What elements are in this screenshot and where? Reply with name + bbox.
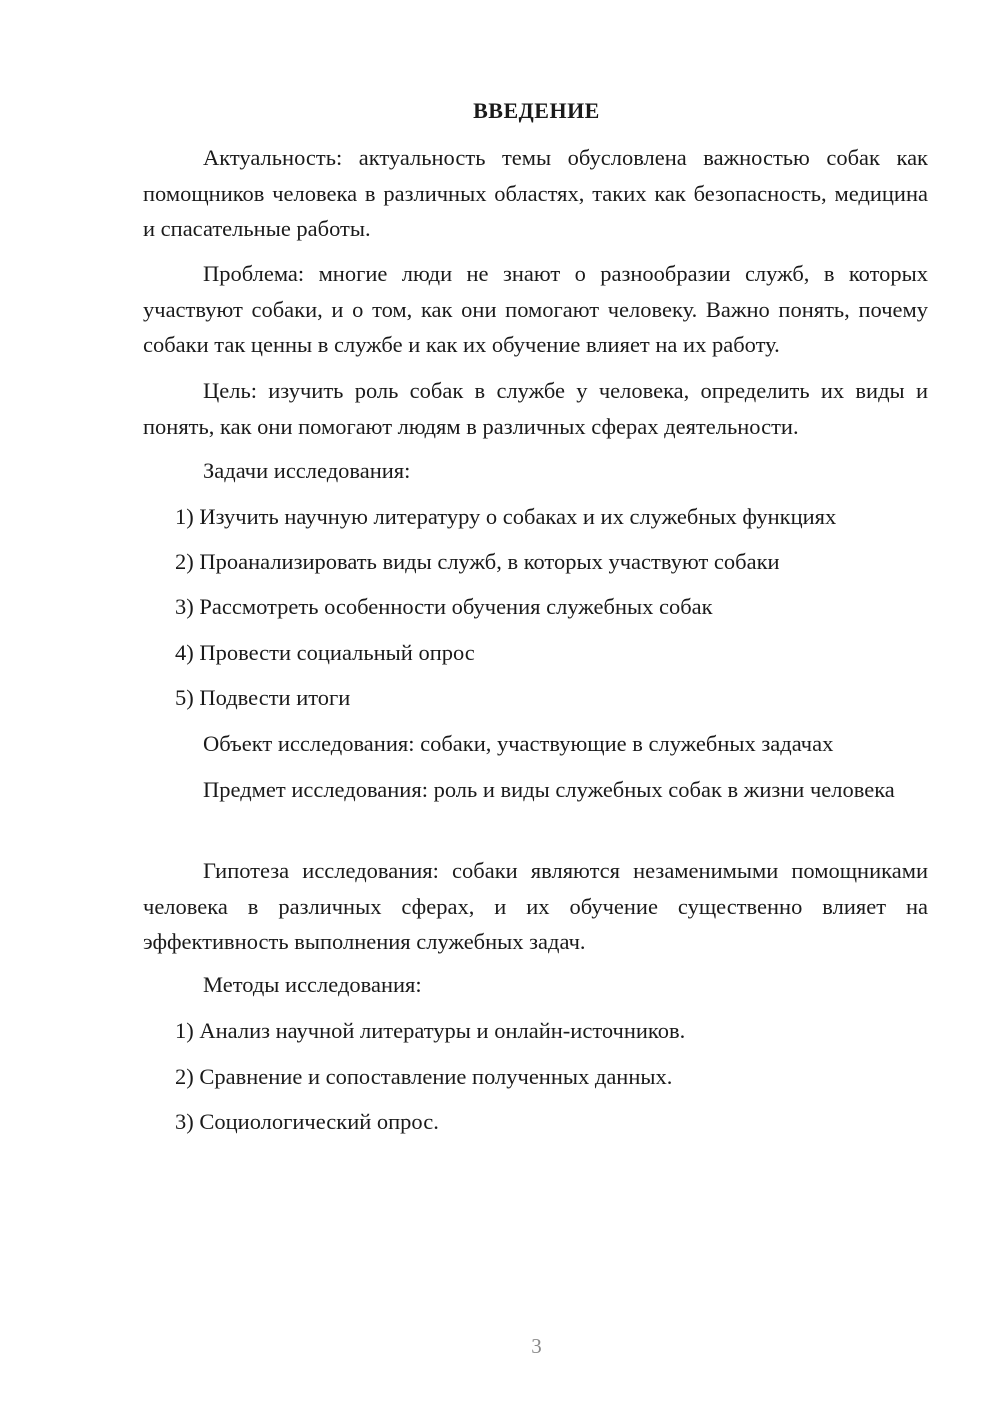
- task-item-4: 4) Провести социальный опрос: [175, 640, 475, 665]
- page-number: 3: [531, 1334, 542, 1358]
- page-title: ВВЕДЕНИЕ: [473, 98, 600, 123]
- problem-paragraph: Проблема: многие люди не знают о разнообразии служб, в которых участвуют собаки, и о том, как они помогают человеку. Важно понять, почему собаки так ценны в службе и как их обучение влияет на их работу.: [143, 261, 928, 357]
- task-item-3: 3) Рассмотреть особенности обучения служебных собак: [175, 594, 713, 619]
- task-item-1: 1) Изучить научную литературу о собаках и их служебных функциях: [175, 504, 837, 529]
- research-object: Объект исследования: собаки, участвующие в служебных задачах: [203, 731, 834, 756]
- task-item-2: 2) Проанализировать виды служб, в которых участвуют собаки: [175, 549, 780, 574]
- method-item-3: 3) Социологический опрос.: [175, 1109, 439, 1134]
- method-item-2: 2) Сравнение и сопоставление полученных данных.: [175, 1064, 673, 1089]
- research-subject: Предмет исследования: роль и виды служебных собак в жизни человека: [203, 777, 895, 802]
- methods-title: Методы исследования:: [203, 972, 422, 997]
- research-hypothesis: Гипотеза исследования: собаки являются незаменимыми помощниками человека в различных сферах, и их обучение существенно влияет на эффективность выполнения служебных задач.: [143, 858, 928, 954]
- method-item-1: 1) Анализ научной литературы и онлайн-источников.: [175, 1018, 686, 1043]
- goal-paragraph: Цель: изучить роль собак в службе у человека, определить их виды и понять, как они помогают людям в различных сферах деятельности.: [143, 378, 928, 439]
- tasks-title: Задачи исследования:: [203, 458, 411, 483]
- relevance-paragraph: Актуальность: актуальность темы обусловлена важностью собак как помощников человека в различных областях, таких как безопасность, медицина и спасательные работы.: [143, 145, 928, 241]
- task-item-5: 5) Подвести итоги: [175, 685, 351, 710]
